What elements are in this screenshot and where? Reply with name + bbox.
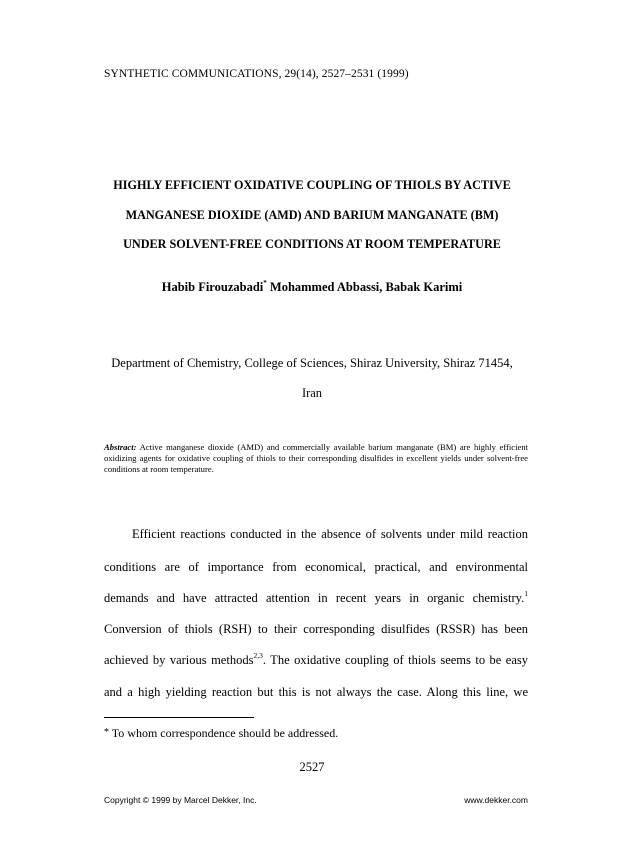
body-line-3 [104, 591, 528, 606]
page-number: 2527 [299, 760, 325, 774]
publisher-url: www.dekker.com [464, 795, 528, 805]
author-first: Habib Firouzabadi [161, 280, 264, 294]
reference-2-3: 2,3 [253, 651, 263, 660]
body-line-5-text-a: achieved by various methods [104, 653, 254, 667]
affiliation-line-2: Iran [301, 386, 323, 400]
body-line-3-text: demands and have attracted attention in recent years in organic chemistry. [104, 591, 525, 605]
footnote [104, 726, 338, 741]
footnote-mark: * [104, 727, 109, 738]
corresponding-author-mark: * [263, 279, 267, 287]
paper-title-line-3: UNDER SOLVENT-FREE CONDITIONS AT ROOM TEMPERATURE [123, 237, 501, 251]
body-line-5-text-b: . The oxidative coupling of thiols seems to be easy [262, 653, 528, 667]
body-line-5 [104, 653, 528, 668]
author-list [0, 280, 624, 295]
paper-title-line-2: MANGANESE DIOXIDE (AMD) AND BARIUM MANGANATE (BM) [125, 208, 499, 222]
abstract [104, 442, 528, 476]
reference-1: 1 [524, 589, 528, 598]
body-line-4: Conversion of thiols (RSH) to their corresponding disulfides (RSSR) has been [104, 622, 528, 636]
paper-title-line-1: HIGHLY EFFICIENT OXIDATIVE COUPLING OF THIOLS BY ACTIVE [113, 178, 511, 192]
footnote-text: To whom correspondence should be addressed. [109, 726, 339, 740]
body-line-2: conditions are of importance from economical, practical, and environmental [104, 560, 528, 574]
footnote-divider [104, 717, 254, 718]
affiliation-line-1: Department of Chemistry, College of Sciences, Shiraz University, Shiraz 71454, [111, 356, 513, 370]
abstract-label: Abstract: [104, 442, 137, 452]
journal-header: SYNTHETIC COMMUNICATIONS, 29(14), 2527–2531 (1999) [104, 68, 409, 80]
body-line-6: and a high yielding reaction but this is not always the case. Along this line, we [104, 685, 528, 699]
copyright-notice: Copyright © 1999 by Marcel Dekker, Inc. [104, 795, 257, 805]
abstract-text: Active manganese dioxide (AMD) and commercially available barium manganate (BM) are highly efficient oxidizing agents for oxidative coupling of thiols to their corresponding disulfides in excellent yields under solvent-free conditions at room temperature. [104, 442, 528, 475]
body-line-1: Efficient reactions conducted in the absence of solvents under mild reaction [132, 527, 528, 541]
author-rest: Mohammed Abbassi, Babak Karimi [266, 280, 463, 294]
